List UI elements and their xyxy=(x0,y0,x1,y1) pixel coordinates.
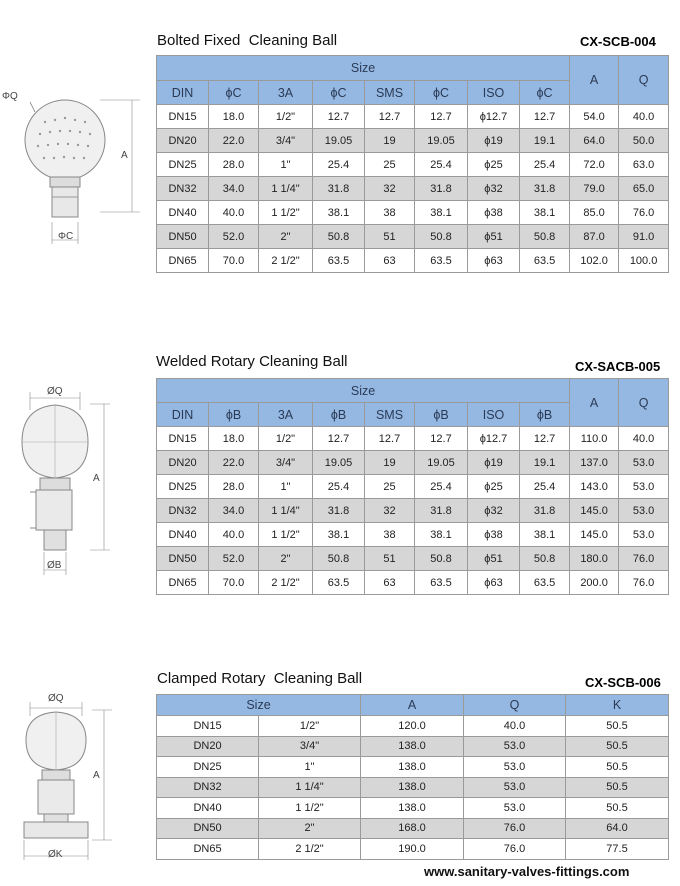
table-cell: DN32 xyxy=(157,777,259,798)
table-cell: 2 1/2" xyxy=(259,249,313,273)
size-header: Size xyxy=(157,56,570,81)
table-cell: 1" xyxy=(259,475,313,499)
table-cell: ϕ38 xyxy=(468,523,520,547)
table-row xyxy=(157,427,669,451)
section-3-title: Clamped Rotary Cleaning Ball xyxy=(157,670,363,687)
table-cell: 38.1 xyxy=(520,523,570,547)
table-row xyxy=(157,736,669,757)
col-header: ϕC xyxy=(415,81,468,105)
table-cell: 143.0 xyxy=(570,475,619,499)
table-cell: 12.7 xyxy=(520,105,570,129)
table-cell: 76.0 xyxy=(619,547,669,571)
table-cell: 145.0 xyxy=(570,499,619,523)
table-cell: ϕ51 xyxy=(468,547,520,571)
table-cell: DN25 xyxy=(157,153,209,177)
table-cell: 180.0 xyxy=(570,547,619,571)
table-cell: 51 xyxy=(365,547,415,571)
col-header-size: Size xyxy=(157,695,361,716)
table-cell: DN40 xyxy=(157,523,209,547)
table-cell: 2" xyxy=(259,547,313,571)
section-1-title: Bolted Fixed Cleaning Ball xyxy=(157,32,338,49)
table-cell: 2" xyxy=(259,225,313,249)
table-cell: 63.5 xyxy=(415,571,468,595)
table-cell: 40.0 xyxy=(209,201,259,225)
table-cell: 25.4 xyxy=(313,153,365,177)
table-cell: 31.8 xyxy=(313,177,365,201)
table-cell: 1 1/2" xyxy=(259,798,361,819)
table-row xyxy=(157,547,669,571)
table-cell: 1/2" xyxy=(259,427,313,451)
table-cell: 25 xyxy=(365,475,415,499)
table-row xyxy=(157,451,669,475)
table-cell: 1" xyxy=(259,153,313,177)
table-cell: 25.4 xyxy=(415,475,468,499)
table-cell: 12.7 xyxy=(313,427,365,451)
drawing-1-label-side: A xyxy=(121,150,128,161)
table-cell: 1 1/2" xyxy=(259,201,313,225)
drawing-1-label-top: ΦQ xyxy=(2,91,18,102)
table-cell: 19.05 xyxy=(415,129,468,153)
table-cell: 70.0 xyxy=(209,249,259,273)
table-cell: 53.0 xyxy=(619,499,669,523)
table-row xyxy=(157,499,669,523)
table-cell: DN32 xyxy=(157,499,209,523)
col-header: SMS xyxy=(365,403,415,427)
table-row xyxy=(157,225,669,249)
drawing-2-label-top: ØQ xyxy=(47,386,63,397)
table-cell: 2 1/2" xyxy=(259,571,313,595)
bolted-fixed-ball-drawing xyxy=(0,82,150,252)
table-cell: 64.0 xyxy=(570,129,619,153)
col-header: ISO xyxy=(468,81,520,105)
col-header-a: A xyxy=(570,379,619,427)
table-cell: 31.8 xyxy=(415,499,468,523)
table-cell: 200.0 xyxy=(570,571,619,595)
table-cell: 64.0 xyxy=(566,818,669,839)
table-row xyxy=(157,129,669,153)
table-cell: 18.0 xyxy=(209,105,259,129)
table-cell: 52.0 xyxy=(209,547,259,571)
table-cell: 79.0 xyxy=(570,177,619,201)
table-cell: 63.5 xyxy=(313,249,365,273)
table-cell: DN65 xyxy=(157,249,209,273)
table-cell: 31.8 xyxy=(415,177,468,201)
column-header-row xyxy=(157,695,669,716)
table-cell: 1 1/4" xyxy=(259,177,313,201)
table-row xyxy=(157,201,669,225)
table-row xyxy=(157,777,669,798)
table-cell: ϕ32 xyxy=(468,499,520,523)
table-cell: 51 xyxy=(365,225,415,249)
drawing-2-label-bottom: ØB xyxy=(47,560,62,571)
table-cell: 63 xyxy=(365,249,415,273)
table-cell: 32 xyxy=(365,499,415,523)
table-cell: 31.8 xyxy=(520,499,570,523)
bolted-fixed-table xyxy=(156,55,669,273)
table-cell: 53.0 xyxy=(619,451,669,475)
table-cell: 77.5 xyxy=(566,839,669,860)
table-cell: 34.0 xyxy=(209,177,259,201)
col-header: 3A xyxy=(259,403,313,427)
table-cell: DN15 xyxy=(157,105,209,129)
table-cell: DN65 xyxy=(157,571,209,595)
table-cell: 137.0 xyxy=(570,451,619,475)
col-header-q: Q xyxy=(619,379,669,427)
table-cell: 50.8 xyxy=(415,547,468,571)
table-cell: 3/4" xyxy=(259,451,313,475)
table-cell: ϕ12.7 xyxy=(468,427,520,451)
table-cell: DN25 xyxy=(157,757,259,778)
table-cell: 50.5 xyxy=(566,736,669,757)
welded-rotary-table xyxy=(156,378,669,595)
col-header: ϕB xyxy=(415,403,468,427)
table-cell: 91.0 xyxy=(619,225,669,249)
table-cell: 50.0 xyxy=(619,129,669,153)
table-cell: 19.05 xyxy=(313,451,365,475)
table-cell: 100.0 xyxy=(619,249,669,273)
table-row xyxy=(157,818,669,839)
col-header-a: A xyxy=(361,695,464,716)
table-cell: 53.0 xyxy=(464,757,566,778)
col-header: DIN xyxy=(157,81,209,105)
table-row xyxy=(157,105,669,129)
table-cell: ϕ51 xyxy=(468,225,520,249)
section-3-code: CX-SCB-006 xyxy=(585,675,661,690)
table-cell: 38 xyxy=(365,523,415,547)
table-cell: 87.0 xyxy=(570,225,619,249)
table-cell: 63 xyxy=(365,571,415,595)
table-cell: 38.1 xyxy=(415,201,468,225)
section-2-title: Welded Rotary Cleaning Ball xyxy=(156,353,348,370)
section-1-code: CX-SCB-004 xyxy=(580,34,656,49)
table-cell: 54.0 xyxy=(570,105,619,129)
table-cell: 12.7 xyxy=(415,427,468,451)
clamped-rotary-table xyxy=(156,694,669,860)
table-cell: 53.0 xyxy=(464,736,566,757)
col-header: ϕC xyxy=(520,81,570,105)
col-header: SMS xyxy=(365,81,415,105)
table-cell: DN32 xyxy=(157,177,209,201)
table-row xyxy=(157,475,669,499)
table-cell: 25.4 xyxy=(313,475,365,499)
table-cell: 52.0 xyxy=(209,225,259,249)
col-header: ϕB xyxy=(209,403,259,427)
table-cell: ϕ25 xyxy=(468,153,520,177)
table-cell: 76.0 xyxy=(619,201,669,225)
table-cell: 50.8 xyxy=(415,225,468,249)
table-cell: DN50 xyxy=(157,225,209,249)
col-header-a: A xyxy=(570,56,619,105)
table-cell: 63.5 xyxy=(313,571,365,595)
table-cell: DN15 xyxy=(157,427,209,451)
table-cell: 38.1 xyxy=(415,523,468,547)
drawing-3-label-bottom: ØK xyxy=(48,849,63,860)
table-cell: 190.0 xyxy=(361,839,464,860)
footer-website: www.sanitary-valves-fittings.com xyxy=(424,864,630,879)
drawing-3-label-side: A xyxy=(93,770,100,781)
table-cell: 19.1 xyxy=(520,451,570,475)
table-row xyxy=(157,177,669,201)
table-cell: 12.7 xyxy=(520,427,570,451)
table-cell: 31.8 xyxy=(313,499,365,523)
table-cell: 138.0 xyxy=(361,798,464,819)
table-cell: ϕ63 xyxy=(468,571,520,595)
table-cell: 3/4" xyxy=(259,129,313,153)
clamped-rotary-ball-drawing xyxy=(0,690,150,870)
table-cell: 28.0 xyxy=(209,153,259,177)
table-cell: 38.1 xyxy=(520,201,570,225)
table-cell: 40.0 xyxy=(464,716,566,737)
col-header-k: K xyxy=(566,695,669,716)
table-cell: 53.0 xyxy=(464,777,566,798)
table-cell: 76.0 xyxy=(464,818,566,839)
table-cell: 50.8 xyxy=(313,547,365,571)
table-cell: DN65 xyxy=(157,839,259,860)
table-cell: 85.0 xyxy=(570,201,619,225)
table-cell: 31.8 xyxy=(520,177,570,201)
table-cell: 12.7 xyxy=(415,105,468,129)
table-cell: 38 xyxy=(365,201,415,225)
table-cell: ϕ19 xyxy=(468,129,520,153)
table-cell: 76.0 xyxy=(464,839,566,860)
table-cell: 138.0 xyxy=(361,736,464,757)
table-cell: 50.8 xyxy=(313,225,365,249)
table-cell: ϕ12.7 xyxy=(468,105,520,129)
table-cell: 19 xyxy=(365,129,415,153)
size-header: Size xyxy=(157,379,570,403)
table-cell: 1 1/2" xyxy=(259,523,313,547)
table-cell: 1 1/4" xyxy=(259,499,313,523)
table-cell: 76.0 xyxy=(619,571,669,595)
table-cell: 63.5 xyxy=(520,249,570,273)
table-cell: 38.1 xyxy=(313,201,365,225)
table-cell: 38.1 xyxy=(313,523,365,547)
table-cell: 34.0 xyxy=(209,499,259,523)
table-cell: 25.4 xyxy=(520,475,570,499)
table-cell: DN15 xyxy=(157,716,259,737)
table-row xyxy=(157,523,669,547)
table-cell: 63.5 xyxy=(520,571,570,595)
table-cell: 40.0 xyxy=(209,523,259,547)
table-cell: 1 1/4" xyxy=(259,777,361,798)
table-cell: DN50 xyxy=(157,547,209,571)
table-cell: 25.4 xyxy=(520,153,570,177)
table-cell: ϕ32 xyxy=(468,177,520,201)
table-cell: DN40 xyxy=(157,201,209,225)
table-row xyxy=(157,716,669,737)
table-cell: 120.0 xyxy=(361,716,464,737)
table-cell: 63.5 xyxy=(415,249,468,273)
col-header: 3A xyxy=(259,81,313,105)
col-header: ISO xyxy=(468,403,520,427)
table-cell: DN40 xyxy=(157,798,259,819)
table-cell: 1/2" xyxy=(259,716,361,737)
table-row xyxy=(157,571,669,595)
table-cell: 53.0 xyxy=(619,475,669,499)
col-header: ϕB xyxy=(520,403,570,427)
table-cell: 53.0 xyxy=(464,798,566,819)
table-cell: 12.7 xyxy=(365,105,415,129)
table-cell: 1" xyxy=(259,757,361,778)
section-2-code: CX-SACB-005 xyxy=(575,359,661,374)
table-cell: 138.0 xyxy=(361,757,464,778)
table-cell: 40.0 xyxy=(619,427,669,451)
table-row xyxy=(157,757,669,778)
table-cell: DN25 xyxy=(157,475,209,499)
table-cell: 32 xyxy=(365,177,415,201)
table-cell: 2 1/2" xyxy=(259,839,361,860)
table-cell: 50.8 xyxy=(520,225,570,249)
drawing-2-label-side: A xyxy=(93,473,100,484)
table-cell: 19.05 xyxy=(415,451,468,475)
table-cell: 40.0 xyxy=(619,105,669,129)
table-cell: 22.0 xyxy=(209,451,259,475)
table-cell: 72.0 xyxy=(570,153,619,177)
welded-rotary-ball-drawing xyxy=(0,380,150,580)
table-cell: 50.5 xyxy=(566,777,669,798)
table-cell: ϕ19 xyxy=(468,451,520,475)
table-cell: 110.0 xyxy=(570,427,619,451)
col-header: ϕC xyxy=(313,81,365,105)
table-cell: 22.0 xyxy=(209,129,259,153)
table-cell: 70.0 xyxy=(209,571,259,595)
table-cell: 145.0 xyxy=(570,523,619,547)
table-row xyxy=(157,153,669,177)
table-cell: 50.5 xyxy=(566,757,669,778)
table-cell: 53.0 xyxy=(619,523,669,547)
table-cell: 19.1 xyxy=(520,129,570,153)
table-cell: 28.0 xyxy=(209,475,259,499)
table-cell: 12.7 xyxy=(313,105,365,129)
col-header: ϕC xyxy=(209,81,259,105)
table-cell: 1/2" xyxy=(259,105,313,129)
table-cell: DN50 xyxy=(157,818,259,839)
table-cell: 50.5 xyxy=(566,716,669,737)
col-header: DIN xyxy=(157,403,209,427)
table-cell: ϕ38 xyxy=(468,201,520,225)
table-row xyxy=(157,249,669,273)
table-cell: 19 xyxy=(365,451,415,475)
table-row xyxy=(157,839,669,860)
table-cell: DN20 xyxy=(157,736,259,757)
table-cell: 25 xyxy=(365,153,415,177)
table-cell: 12.7 xyxy=(365,427,415,451)
table-cell: DN20 xyxy=(157,129,209,153)
table-cell: 168.0 xyxy=(361,818,464,839)
col-header-q: Q xyxy=(619,56,669,105)
table-cell: 18.0 xyxy=(209,427,259,451)
table-cell: 50.5 xyxy=(566,798,669,819)
table-cell: DN20 xyxy=(157,451,209,475)
table-cell: 138.0 xyxy=(361,777,464,798)
drawing-1-label-bottom: ΦC xyxy=(58,231,74,242)
col-header: ϕB xyxy=(313,403,365,427)
table-cell: 25.4 xyxy=(415,153,468,177)
drawing-3-label-top: ØQ xyxy=(48,693,64,704)
table-cell: 3/4" xyxy=(259,736,361,757)
table-cell: 63.0 xyxy=(619,153,669,177)
table-cell: ϕ25 xyxy=(468,475,520,499)
table-row xyxy=(157,798,669,819)
table-cell: 65.0 xyxy=(619,177,669,201)
table-cell: 50.8 xyxy=(520,547,570,571)
table-cell: 2" xyxy=(259,818,361,839)
table-cell: ϕ63 xyxy=(468,249,520,273)
col-header-q: Q xyxy=(464,695,566,716)
table-cell: 102.0 xyxy=(570,249,619,273)
table-cell: 19.05 xyxy=(313,129,365,153)
